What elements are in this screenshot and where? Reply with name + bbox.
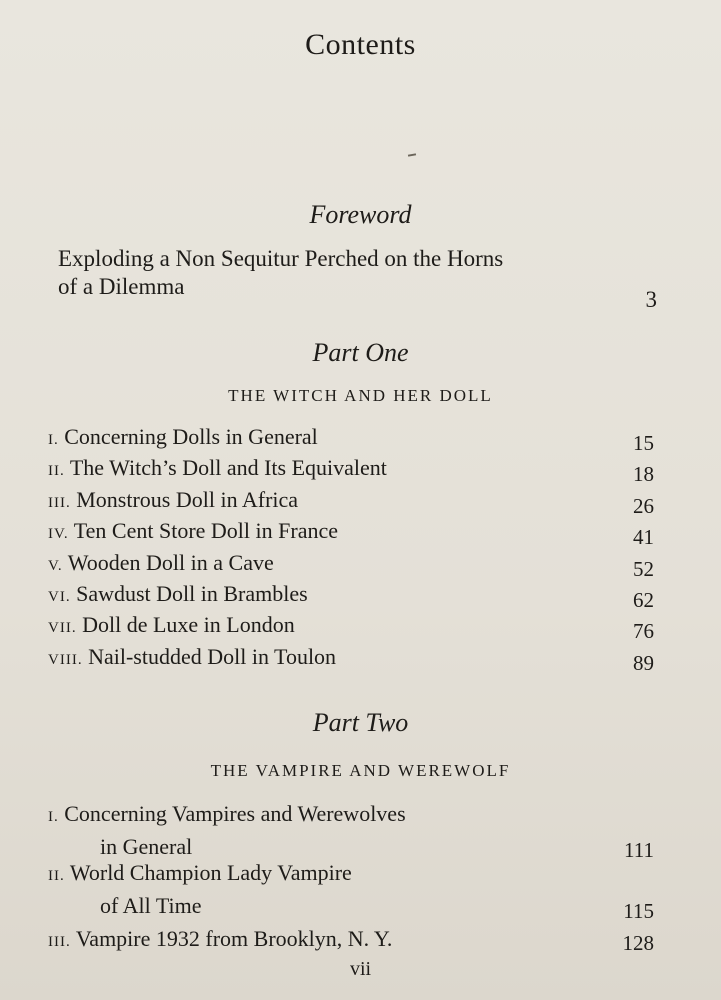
toc-entry xyxy=(48,924,658,957)
chapter-title: Vampire 1932 from Brooklyn, N. Y. xyxy=(75,926,393,951)
chapter-page: 115 xyxy=(623,899,654,923)
chapter-page: 89 xyxy=(633,650,654,675)
chapter-title: Concerning Dolls in General xyxy=(64,424,318,449)
toc-entry xyxy=(48,799,658,862)
chapter-title-continued: of All Time xyxy=(100,893,202,918)
chapter-number: VIII. xyxy=(48,651,83,668)
page-folio: vii xyxy=(349,958,372,980)
chapter-title-continued: in General xyxy=(100,834,193,859)
chapter-page: 18 xyxy=(633,462,654,487)
toc-entry xyxy=(48,581,658,612)
toc-entry xyxy=(48,550,658,581)
foreword-entry-line: Exploding a Non Sequitur Perched on the Horns xyxy=(58,246,504,271)
print-speck xyxy=(408,153,416,156)
chapter-title: Monstrous Doll in Africa xyxy=(76,486,299,512)
chapter-number: IV. xyxy=(48,526,69,543)
foreword-entry xyxy=(58,245,618,301)
foreword-entry-line: of a Dilemma xyxy=(58,274,185,299)
chapter-title: Concerning Vampires and Werewolves xyxy=(64,801,406,826)
toc-entry xyxy=(48,644,658,675)
chapter-number: V. xyxy=(48,557,63,574)
chapter-page: 128 xyxy=(622,931,654,955)
foreword-page-number: 3 xyxy=(645,287,657,312)
chapter-title: Doll de Luxe in London xyxy=(82,612,295,638)
chapter-page: 111 xyxy=(624,838,654,862)
part-one-toc xyxy=(48,424,658,675)
toc-entry xyxy=(48,424,658,455)
toc-entry xyxy=(48,858,658,921)
chapter-title: World Champion Lady Vampire xyxy=(69,860,352,885)
part-one-subtitle: THE WITCH AND HER DOLL xyxy=(228,386,493,405)
part-two-heading: Part Two xyxy=(312,708,409,737)
chapter-number: III. xyxy=(48,934,71,950)
chapter-page: 52 xyxy=(633,556,654,581)
foreword-heading: Foreword xyxy=(309,200,412,229)
chapter-number: I. xyxy=(48,432,59,448)
chapter-number: II. xyxy=(48,463,65,480)
toc-entry xyxy=(48,518,658,549)
chapter-title: Sawdust Doll in Brambles xyxy=(76,580,308,606)
part-two-subtitle: THE VAMPIRE AND WEREWOLF xyxy=(210,761,511,780)
toc-entry xyxy=(48,612,658,643)
chapter-number: II. xyxy=(48,868,65,884)
chapter-page: 26 xyxy=(633,493,654,518)
chapter-number: III. xyxy=(48,494,71,511)
chapter-title: Wooden Doll in a Cave xyxy=(67,549,274,575)
chapter-page: 62 xyxy=(633,587,654,612)
chapter-title: Ten Cent Store Doll in France xyxy=(73,518,339,544)
chapter-page: 41 xyxy=(633,525,654,550)
chapter-title: The Witch’s Doll and Its Equivalent xyxy=(69,455,387,481)
part-one-heading: Part One xyxy=(312,338,409,367)
toc-entry xyxy=(48,487,658,518)
toc-entry xyxy=(48,455,658,486)
chapter-number: VII. xyxy=(48,620,77,637)
chapter-title: Nail-studded Doll in Toulon xyxy=(88,643,337,669)
chapter-number: I. xyxy=(48,809,59,825)
page-title: Contents xyxy=(305,28,416,61)
chapter-page: 76 xyxy=(633,619,654,644)
chapter-page: 15 xyxy=(633,431,654,455)
chapter-number: VI. xyxy=(48,588,71,605)
